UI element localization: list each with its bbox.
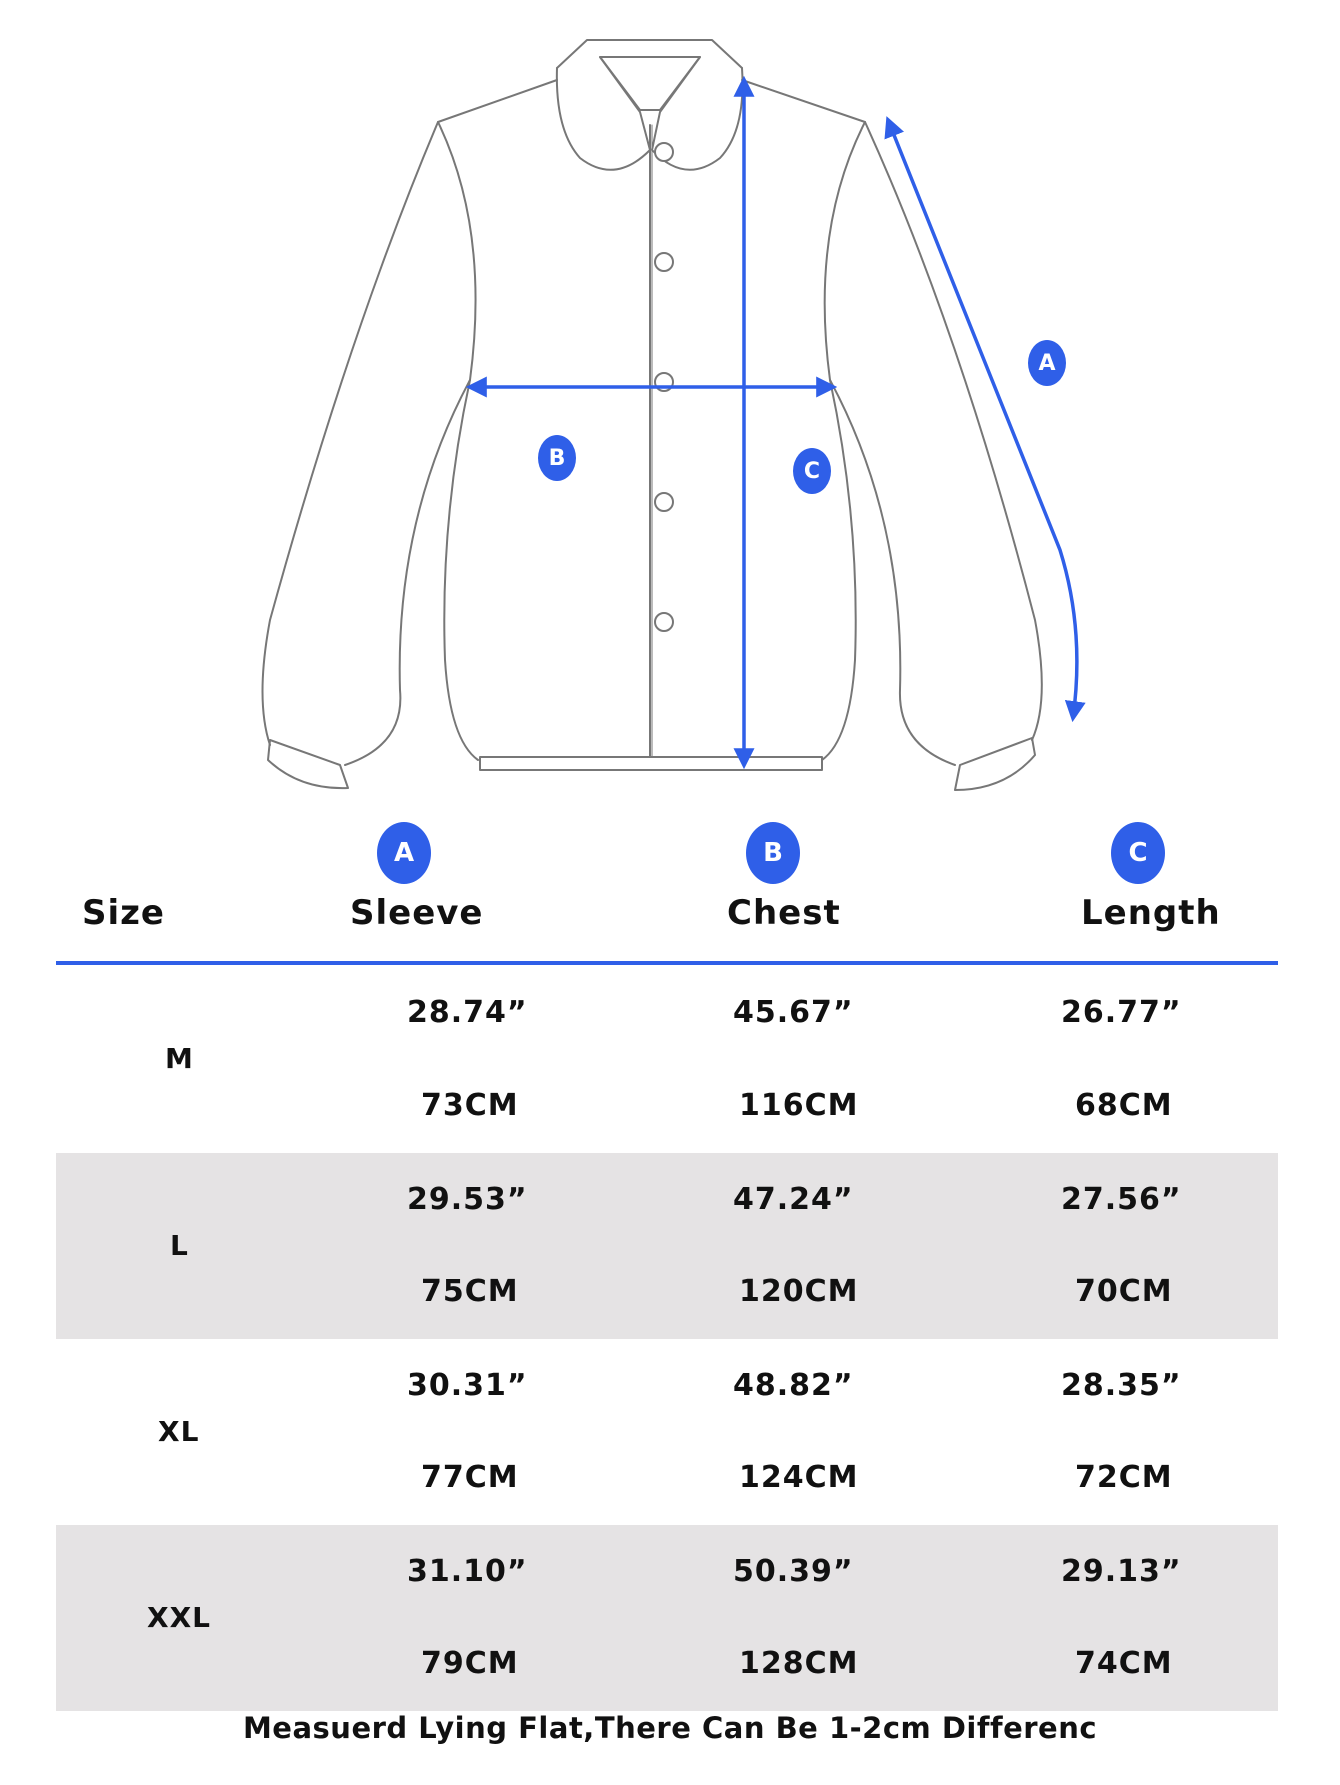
button-4 [655,493,673,511]
sleeve-cm: 77CM [421,1460,519,1495]
chest-inches: 48.82” [733,1368,854,1403]
size-cell: XL [158,1415,200,1448]
table-row [56,967,1278,1153]
header-sleeve: Sleeve [350,893,484,933]
chest-cm: 116CM [739,1088,859,1123]
marker-c-diagram: C [793,448,831,494]
length-inches: 29.13” [1061,1554,1182,1589]
table-row [56,1153,1278,1339]
sleeve-inches: 30.31” [407,1368,528,1403]
collar-stand-inner [600,57,700,110]
shoulder-left [438,80,557,122]
length-inches: 26.77” [1061,995,1182,1030]
marker-c-header: C [1111,822,1165,884]
sleeve-inches: 31.10” [407,1554,528,1589]
length-cm: 74CM [1075,1646,1173,1681]
table-row [56,1339,1278,1525]
cuff-right [955,738,1035,790]
chest-inches: 50.39” [733,1554,854,1589]
measurement-note: Measuerd Lying Flat,There Can Be 1-2cm Differenc [242,1711,1098,1745]
sleeve-left-inner [345,122,476,765]
size-cell: L [170,1229,189,1262]
sleeve-cm: 75CM [421,1274,519,1309]
sleeve-left [263,122,439,745]
header-size: Size [82,893,165,933]
sleeve-cm: 79CM [421,1646,519,1681]
hem-band [480,757,822,770]
length-cm: 70CM [1075,1274,1173,1309]
sleeve-cm: 73CM [421,1088,519,1123]
collar-left [557,57,650,170]
collar-stand [557,40,742,68]
chest-cm: 124CM [739,1460,859,1495]
body-side-right [822,380,856,760]
body-side-left [444,380,478,760]
length-cm: 72CM [1075,1460,1173,1495]
header-chest: Chest [727,893,841,933]
sleeve-right [865,122,1042,740]
sleeve-inches: 29.53” [407,1182,528,1217]
size-cell: M [165,1042,194,1075]
marker-a-diagram: A [1028,340,1066,386]
button-1 [655,143,673,161]
header-length: Length [1081,893,1221,933]
cuff-left [268,740,348,788]
shoulder-right [742,80,865,122]
marker-b-diagram: B [538,435,576,481]
jacket-diagram [0,0,1340,800]
chest-cm: 120CM [739,1274,859,1309]
table-row [56,1525,1278,1711]
sleeve-arrow [888,120,1077,718]
marker-a-header: A [377,822,431,884]
sleeve-inches: 28.74” [407,995,528,1030]
button-5 [655,613,673,631]
button-2 [655,253,673,271]
length-cm: 68CM [1075,1088,1173,1123]
header-divider [56,961,1278,965]
chest-inches: 45.67” [733,995,854,1030]
length-inches: 28.35” [1061,1368,1182,1403]
sleeve-right-inner [825,122,955,765]
length-inches: 27.56” [1061,1182,1182,1217]
chest-inches: 47.24” [733,1182,854,1217]
chest-cm: 128CM [739,1646,859,1681]
size-cell: XXL [147,1601,212,1634]
marker-b-header: B [746,822,800,884]
